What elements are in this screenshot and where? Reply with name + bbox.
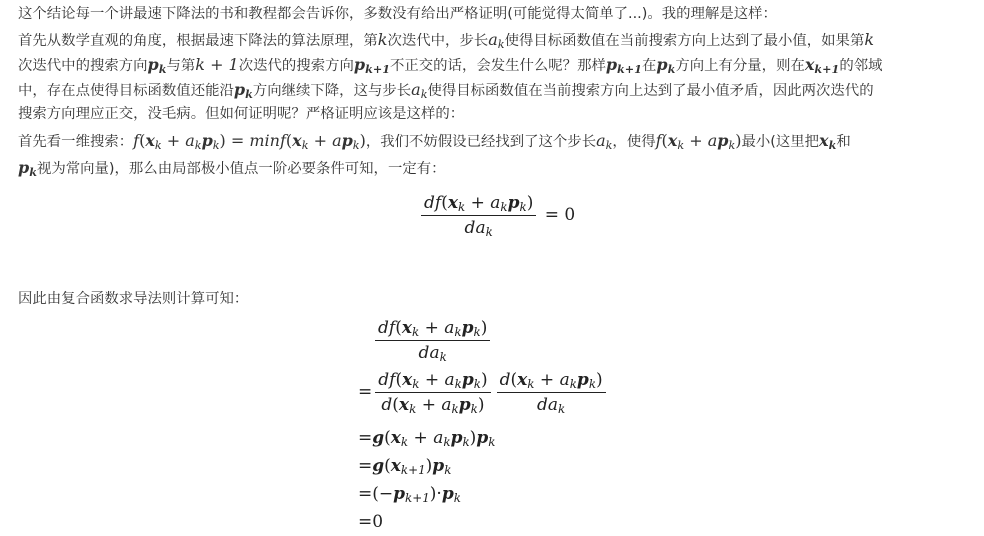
text-l3a: 次迭代中的搜索方向 — [18, 58, 148, 74]
equation-derivation — [358, 318, 658, 536]
derivation-step-2: = $\frac{df(x_k + a_kp_k)}{d(x_k + a_kp_k)}$ $\frac{d(x_k + a_kp_k)}{da_k}$ — [358, 370, 609, 415]
text-l2c: 使得目标函数值在当前搜索方向上达到了最小值，如果第 — [504, 33, 865, 49]
paragraph-line-search — [18, 128, 976, 155]
math-ak: $a_k$ — [488, 30, 505, 51]
paragraph-intro — [18, 2, 976, 27]
paragraph-chain-rule — [18, 287, 976, 312]
text-l6e: 和 — [836, 134, 851, 150]
derivation-step-4: $=g(x_{k+1})p_k$ — [358, 456, 452, 477]
math-pk: $p_k$ — [656, 55, 676, 76]
text-l2b: 次迭代中，步长 — [387, 33, 489, 49]
paragraph-necessary-condition — [18, 155, 976, 182]
math-k-plus-1: k + 1 — [195, 55, 239, 74]
derivation-step-3: $=g(x_k + a_kp_k)p_k$ — [358, 428, 496, 449]
derivation-step-1: $\frac{df(x_k + a_kp_k)}{da_k}$ — [372, 318, 493, 363]
math-pk: $p_k$ — [18, 158, 37, 179]
text-l1: 这个结论每一个讲最速下降法的书和教程都会告诉你，多数没有给出严格证明(可能觉得太简单了...)。我的理解是这样： — [18, 6, 777, 22]
text-l3g: 的邻域 — [839, 58, 883, 74]
text-l6c: ，使得 — [612, 134, 656, 150]
text-l4c: 使得目标函数值在当前搜索方向上达到了最小值矛盾，因此两次迭代的 — [427, 83, 874, 99]
math-k: k — [377, 30, 388, 49]
text-l6a: 首先看一维搜索： — [18, 134, 134, 150]
math-pk1: $p_{k+1}$ — [605, 55, 642, 76]
paragraph-intuition-line2 — [18, 52, 976, 79]
text-l3e: 在 — [641, 58, 657, 74]
paragraph-conclusion — [18, 102, 976, 127]
derivation-step-6: =0 — [358, 512, 384, 532]
text-l3d: 不正交的话，会发生什么呢？那样 — [389, 58, 606, 74]
math-pk1: $p_{k+1}$ — [353, 55, 390, 76]
text-l3b: 与第 — [166, 58, 196, 74]
text-l8: 因此由复合函数求导法则计算可知： — [18, 291, 249, 307]
text-l5: 搜索方向理应正交，没毛病。但如何证明呢？严格证明应该是这样的： — [18, 106, 465, 122]
derivation-step-5: $=(-p_{k+1})\cdot p_k$ — [358, 484, 461, 505]
math-pk: $p_k$ — [147, 55, 167, 76]
text-l3c: 次迭代的搜索方向 — [238, 58, 354, 74]
math-ak: $a_k$ — [411, 80, 428, 101]
text-l3f: 方向上有分量，则在 — [675, 58, 805, 74]
math-k: k — [864, 30, 875, 49]
math-ak: $a_k$ — [596, 131, 613, 152]
math-line-search-def: $f(x_k + a_kp_k) = \min f(x_k + ap_k)$ — [133, 131, 366, 152]
math-xk: $x_k$ — [819, 131, 837, 152]
paragraph-intuition-line1 — [18, 27, 976, 54]
text-l4a: 中，存在点使得目标函数值还能沿 — [18, 83, 234, 99]
text-l4b: 方向继续下降，这与步长 — [252, 83, 412, 99]
math-f-xk-apk: $f(x_k + ap_k)$ — [655, 131, 742, 152]
text-l6d: 最小(这里把 — [741, 134, 820, 150]
paragraph-intuition-line3 — [18, 77, 976, 104]
text-l6b: ，我们不妨假设已经找到了这个步长 — [365, 134, 597, 150]
fraction-df-dak: $\frac{df(x_k + a_kp_k)}{da_k}$ — [421, 193, 536, 238]
equation-first-order-condition: $\frac{df(x_k + a_kp_k)}{da_k}$ = 0 — [418, 193, 575, 238]
math-pk: $p_k$ — [233, 80, 253, 101]
math-xk1: $x_{k+1}$ — [804, 55, 840, 76]
text-l7a: 视为常向量)，那么由局部极小值点一阶必要条件可知，一定有： — [36, 161, 446, 177]
text-l2a: 首先从数学直观的角度，根据最速下降法的算法原理，第 — [18, 33, 378, 49]
